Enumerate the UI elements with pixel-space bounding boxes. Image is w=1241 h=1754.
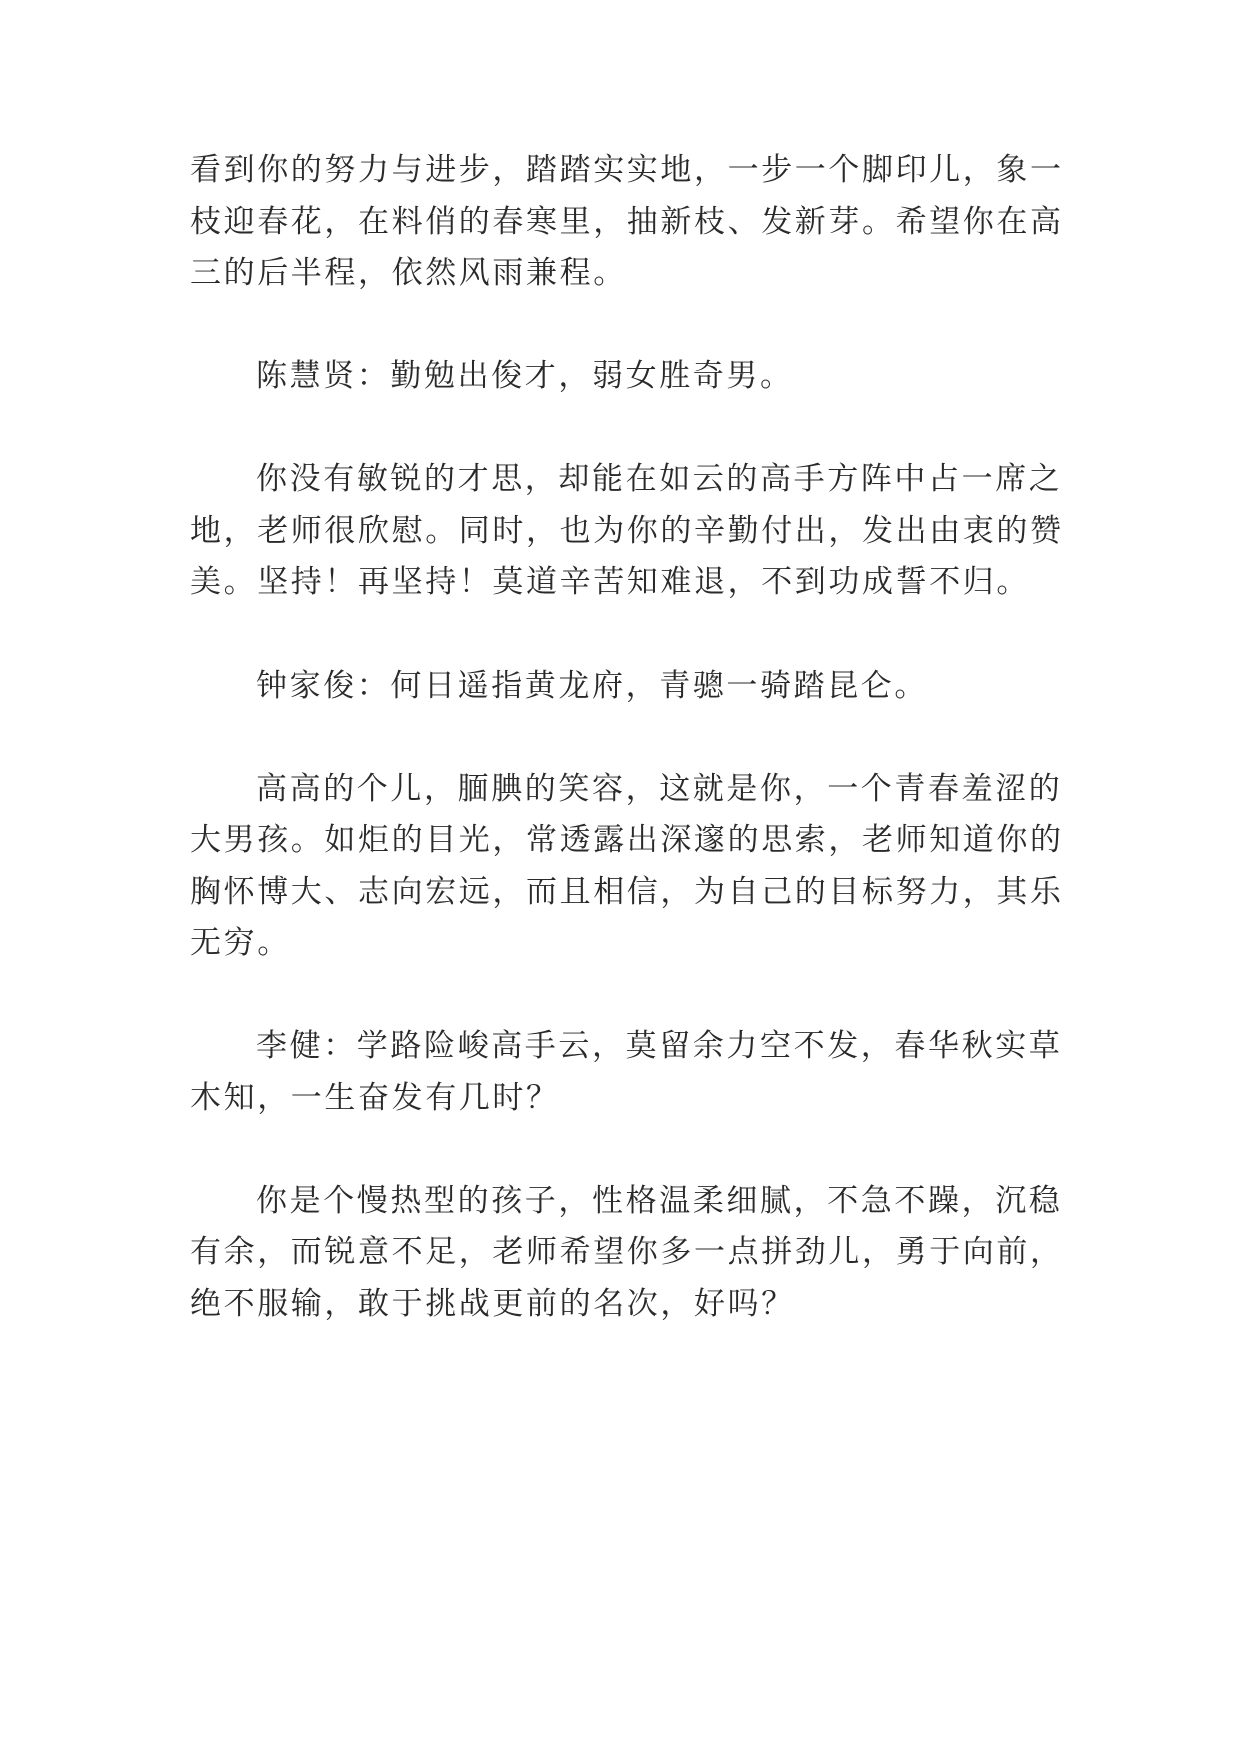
paragraph-3-line-2: 大男孩。如炬的目光，常透露出深邃的思索，老师知道你的	[190, 822, 1064, 858]
student-heading-li-jian-line-2: 木知，一生奋发有几时？	[190, 1080, 560, 1116]
student-heading-li-jian-line-1: 李健：学路险峻高手云，莫留余力空不发，春华秋实草	[256, 1028, 1063, 1064]
paragraph-4-line-1: 你是个慢热型的孩子，性格温柔细腻，不急不躁，沉稳	[256, 1183, 1063, 1219]
paragraph-4-line-3: 绝不服输，敢于挑战更前的名次，好吗？	[190, 1286, 795, 1322]
paragraph-3-line-3: 胸怀博大、志向宏远，而且相信，为自己的目标努力，其乐	[190, 874, 1064, 910]
student-heading-chen-huixian: 陈慧贤：勤勉出俊才，弱女胜奇男。	[256, 358, 794, 394]
paragraph-3-line-4: 无穷。	[190, 925, 291, 961]
paragraph-4-line-2: 有余，而锐意不足，老师希望你多一点拼劲儿，勇于向前，	[190, 1234, 1064, 1270]
paragraph-2-line-2: 地，老师很欣慰。同时，也为你的辛勤付出，发出由衷的赞	[190, 513, 1064, 549]
paragraph-1-line-3: 三的后半程，依然风雨兼程。	[190, 255, 627, 291]
paragraph-2-line-3: 美。坚持！再坚持！莫道辛苦知难退，不到功成誓不归。	[190, 564, 1030, 600]
paragraph-1-line-2: 枝迎春花，在料俏的春寒里，抽新枝、发新芽。希望你在高	[190, 204, 1064, 240]
paragraph-2-line-1: 你没有敏锐的才思，却能在如云的高手方阵中占一席之	[256, 461, 1063, 497]
paragraph-1-line-1: 看到你的努力与进步，踏踏实实地，一步一个脚印儿，象一	[190, 152, 1064, 188]
paragraph-3-line-1: 高高的个儿，腼腆的笑容，这就是你，一个青春羞涩的	[256, 771, 1063, 807]
student-heading-zhong-jiajun: 钟家俊：何日遥指黄龙府，青骢一骑踏昆仑。	[256, 668, 928, 704]
